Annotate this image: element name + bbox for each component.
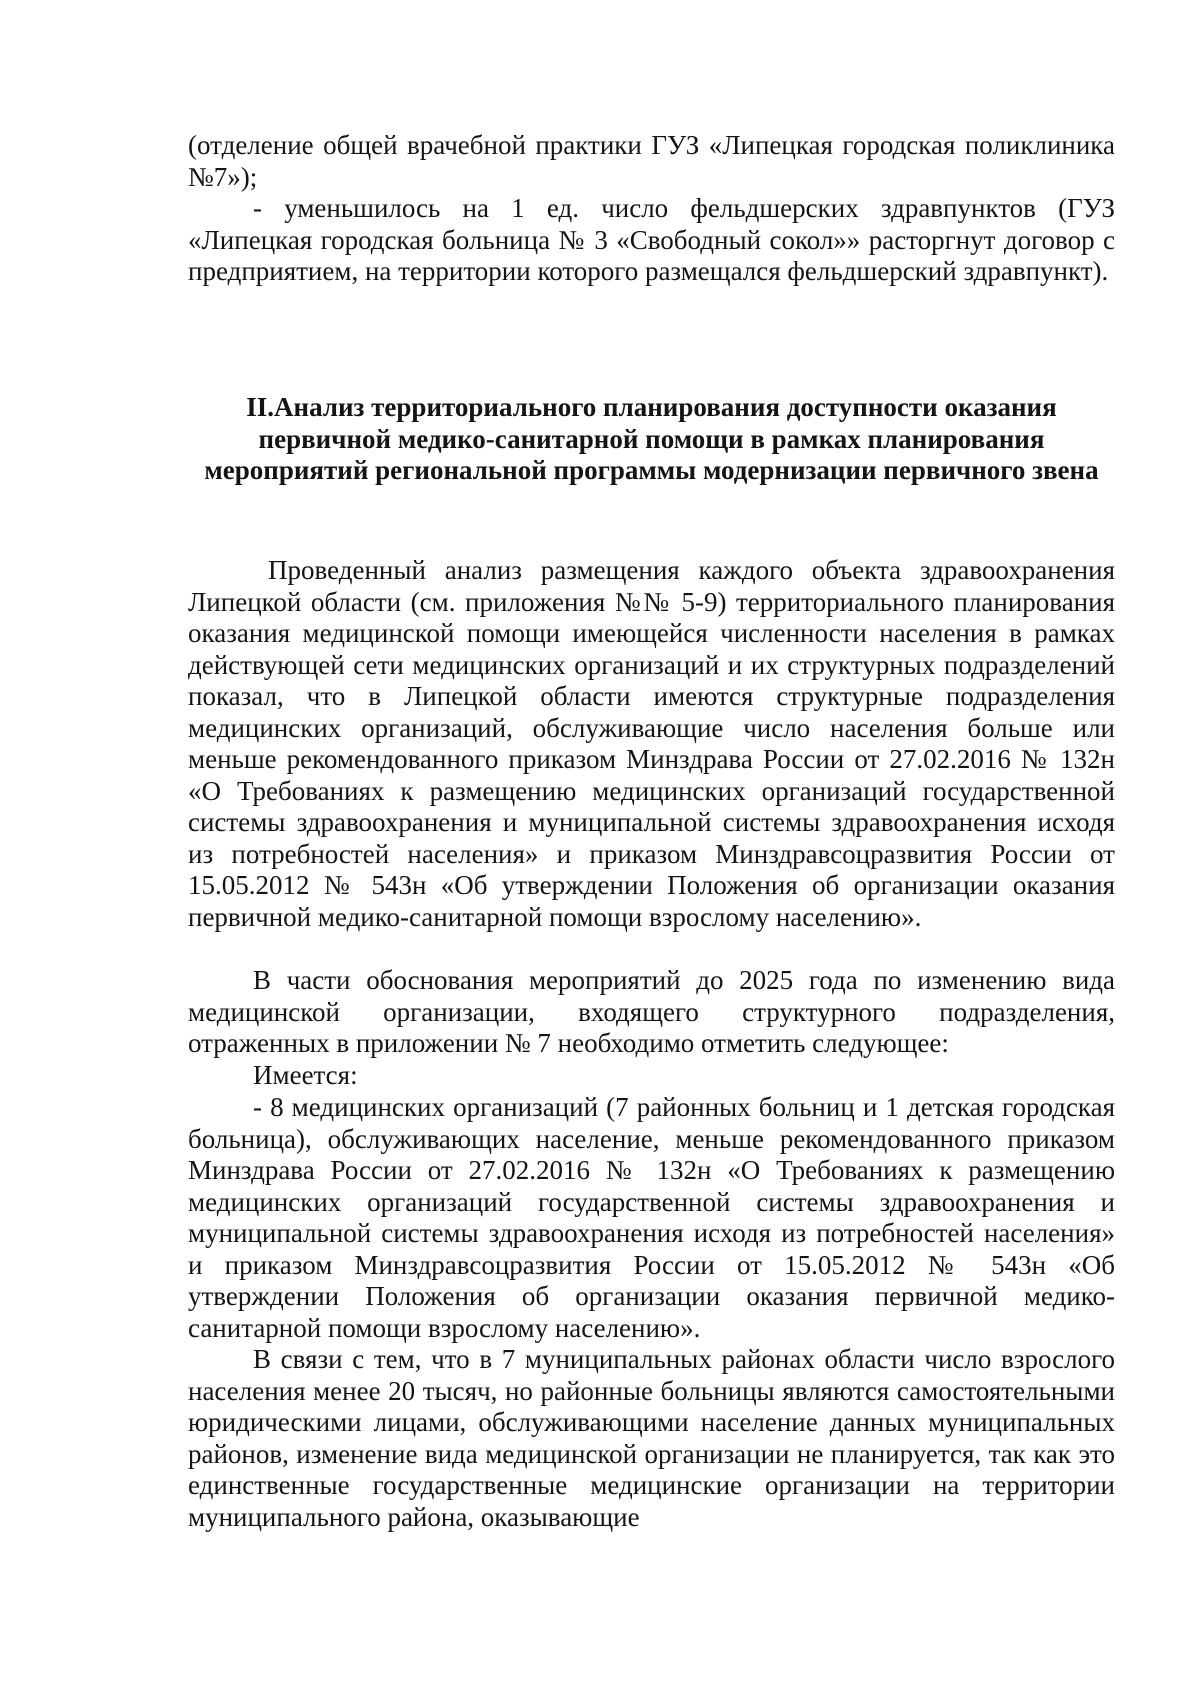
body-paragraph-5: В связи с тем, что в 7 муниципальных районах области число взрослого населения менее 20 тысяч, но районные больницы являются самостоятельными юридическими лицами, обслуживающими население данных муниципальных районов, изменение вида медицинской организации не планируется, так как это единственные государственные медицинские организации на территории муниципального района, оказывающие: [188, 1344, 1115, 1532]
body-paragraph-3: Имеется:: [253, 1060, 358, 1090]
body-paragraph-2: В части обоснования мероприятий до 2025 года по изменению вида медицинской организации, входящего структурного подразделения, отраженных в приложении № 7 необходимо отметить следующее:: [188, 965, 1115, 1058]
body-paragraph-4: - 8 медицинских организаций (7 районных больниц и 1 детская городская больница), обслуживающих население, меньше рекомендованного приказом Минздрава России от 27.02.2016 № 132н «О Требованиях к размещению медицинских организаций государственной системы здравоохранения и муниципальной системы здравоохранения исходя из потребностей населения» и приказом Минздравсоцразвития России от 15.05.2012 № 543н «Об утверждении Положения об организации оказания первичной медико-санитарной помощи взрослому населению».: [188, 1092, 1115, 1343]
intro-paragraph-1: (отделение общей врачебной практики ГУЗ «Липецкая городская поликлиника №7»);: [188, 130, 1115, 192]
section-heading-line-3: мероприятий региональной программы модернизации первичного звена: [204, 455, 1099, 485]
intro-paragraph-2: - уменьшилось на 1 ед. число фельдшерских здравпунктов (ГУЗ «Липецкая городская больница № 3 «Свободный сокол»» расторгнут договор с предприятием, на территории которого размещался фельдшерский здравпункт).: [188, 193, 1115, 286]
body-paragraph-1: Проведенный анализ размещения каждого объекта здравоохранения Липецкой области (см. приложения №№ 5-9) территориального планирования оказания медицинской помощи имеющейся численности населения в рамках действующей сети медицинских организаций и их структурных подразделений показал, что в Липецкой области имеются структурные подразделения медицинских организаций, обслуживающие число населения больше или меньше рекомендованного приказом Минздрава России от 27.02.2016 № 132н «О Требованиях к размещению медицинских организаций государственной системы здравоохранения и муниципальной системы здравоохранения исходя из потребностей населения» и приказом Минздравсоцразвития России от 15.05.2012 № 543н «Об утверждении Положения об организации оказания первичной медико-санитарной помощи взрослому населению».: [188, 555, 1115, 932]
section-heading-line-2: первичной медико-санитарной помощи в рамках планирования: [258, 423, 1045, 454]
section-heading: [188, 392, 1115, 487]
section-heading-line-1: II.Анализ территориального планирования доступности оказания: [246, 392, 1057, 422]
